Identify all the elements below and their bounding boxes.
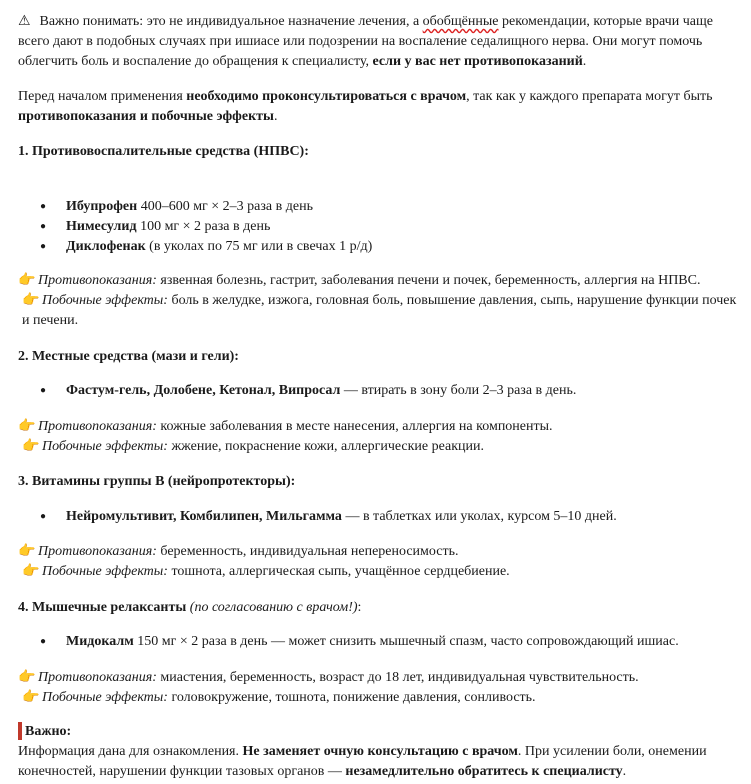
- side-label: Побочные эффекты:: [42, 293, 168, 308]
- intro-text-2: рекомендации, которые врачи чаще всего дают в подобных случаях при ишиасе или подозрении на воспаление седалищного нерва. Они могут помочь облегчить боль и воспаление до обращения к специалисту,: [18, 14, 713, 69]
- consult-bold-2: противопоказания и побочные эффекты: [18, 109, 274, 124]
- section-2-heading: 2. Местные средства (мази и гели):: [18, 349, 239, 364]
- section-2-list: [40, 381, 737, 401]
- contra-text: язвенная болезнь, гастрит, заболевания печени и почек, беременность, аллергия на НПВС.: [156, 273, 701, 288]
- intro-text: Важно понимать: это не индивидуальное назначение лечения, а: [36, 14, 423, 29]
- contra-text: кожные заболевания в месте нанесения, аллергия на компоненты.: [156, 419, 553, 434]
- important-title: [18, 722, 737, 742]
- section-2-side: [22, 437, 737, 457]
- contra-label: Противопоказания:: [38, 544, 157, 559]
- drug-dose: — в таблетках или уколах, курсом 5–10 дней.: [341, 509, 617, 524]
- section-4-side: [22, 688, 737, 708]
- intro-bold: если у вас нет противопоказаний: [372, 54, 583, 69]
- pointing-hand-icon: 👉: [18, 670, 36, 685]
- important-text: Информация дана для ознакомления.: [18, 744, 243, 759]
- list-item: [40, 237, 737, 257]
- section-3-heading: 3. Витамины группы В (нейропротекторы):: [18, 474, 296, 489]
- pointing-hand-icon: 👉: [22, 439, 40, 454]
- drug-dose: — втирать в зону боли 2–3 раза в день.: [340, 383, 577, 398]
- important-title-text: Важно:: [25, 724, 72, 739]
- warning-icon: ⚠: [18, 14, 31, 29]
- section-4-heading-text: 4. Мышечные релаксанты: [18, 600, 187, 615]
- section-3-contra: [18, 542, 737, 562]
- drug-dose: (в уколах по 75 мг или в свечах 1 р/д): [145, 239, 373, 254]
- drug-name: Мидокалм: [66, 634, 134, 649]
- drug-name: Фастум-гель, Долобене, Кетонал, Випросал: [66, 383, 341, 398]
- pointing-hand-icon: 👉: [18, 419, 36, 434]
- important-bold-2: незамедлительно обратитесь к специалисту: [345, 764, 623, 779]
- list-item: [40, 381, 737, 401]
- important-text-2: . При усилении боли, онемении конечностей, нарушении функции тазовых органов —: [18, 744, 707, 779]
- consult-text: Перед началом применения: [18, 89, 187, 104]
- drug-name: Нимесулид: [66, 219, 137, 234]
- section-1-side: [22, 291, 737, 331]
- contra-label: Противопоказания:: [38, 419, 157, 434]
- pointing-hand-icon: 👉: [18, 273, 36, 288]
- consult-end: .: [273, 109, 278, 124]
- section-4-heading-note: (по согласованию с врачом!): [186, 600, 358, 615]
- pointing-hand-icon: 👉: [22, 564, 40, 579]
- list-item: [40, 217, 737, 237]
- list-item: [40, 197, 737, 217]
- section-4-heading: [18, 598, 737, 618]
- important-end: .: [622, 764, 627, 779]
- consult-bold-1: необходимо проконсультироваться с врачом: [186, 89, 467, 104]
- contra-text: миастения, беременность, возраст до 18 лет, индивидуальная чувствительность.: [156, 670, 639, 685]
- pointing-hand-icon: 👉: [22, 293, 40, 308]
- list-item: [40, 632, 737, 652]
- intro-paragraph: [18, 12, 737, 72]
- intro-end: .: [582, 54, 587, 69]
- important-bold-1: Не заменяет очную консультацию с врачом: [242, 744, 518, 759]
- side-label: Побочные эффекты:: [42, 690, 168, 705]
- section-3-list: [40, 507, 737, 527]
- section-3-side: [22, 562, 737, 582]
- contra-text: беременность, индивидуальная непереносимость.: [156, 544, 459, 559]
- drug-name: Ибупрофен: [66, 199, 138, 214]
- section-1-contra: [18, 271, 737, 291]
- drug-name: Нейромультивит, Комбилипен, Мильгамма: [66, 509, 342, 524]
- section-2-contra: [18, 417, 737, 437]
- drug-dose: 400–600 мг × 2–3 раза в день: [137, 199, 313, 214]
- side-text: жжение, покраснение кожи, аллергические реакции.: [167, 439, 485, 454]
- consult-text-2: , так как у каждого препарата могут быть: [466, 89, 713, 104]
- drug-name: Диклофенак: [66, 239, 146, 254]
- pointing-hand-icon: 👉: [18, 544, 36, 559]
- consult-paragraph: [18, 87, 737, 127]
- intro-squiggle-word: обобщённые: [422, 14, 499, 29]
- side-text: головокружение, тошнота, понижение давления, сонливость.: [167, 690, 536, 705]
- side-label: Побочные эффекты:: [42, 439, 168, 454]
- contra-label: Противопоказания:: [38, 670, 157, 685]
- side-label: Побочные эффекты:: [42, 564, 168, 579]
- list-item: [40, 507, 737, 527]
- exclamation-icon: [18, 722, 22, 737]
- section-4-contra: [18, 668, 737, 688]
- section-1-list: [40, 197, 737, 257]
- section-4-list: [40, 632, 737, 652]
- section-4-heading-tail: :: [357, 600, 362, 615]
- important-paragraph: [18, 742, 737, 782]
- side-text: тошнота, аллергическая сыпь, учащённое сердцебиение.: [167, 564, 510, 579]
- drug-dose: 150 мг × 2 раза в день — может снизить мышечный спазм, часто сопровождающий ишиас.: [133, 634, 679, 649]
- section-1-heading: 1. Противовоспалительные средства (НПВС):: [18, 144, 309, 159]
- side-text: боль в желудке, изжога, головная боль, повышение давления, сыпь, нарушение функции почек и печени.: [22, 293, 737, 328]
- drug-dose: 100 мг × 2 раза в день: [136, 219, 271, 234]
- pointing-hand-icon: 👉: [22, 690, 40, 705]
- contra-label: Противопоказания:: [38, 273, 157, 288]
